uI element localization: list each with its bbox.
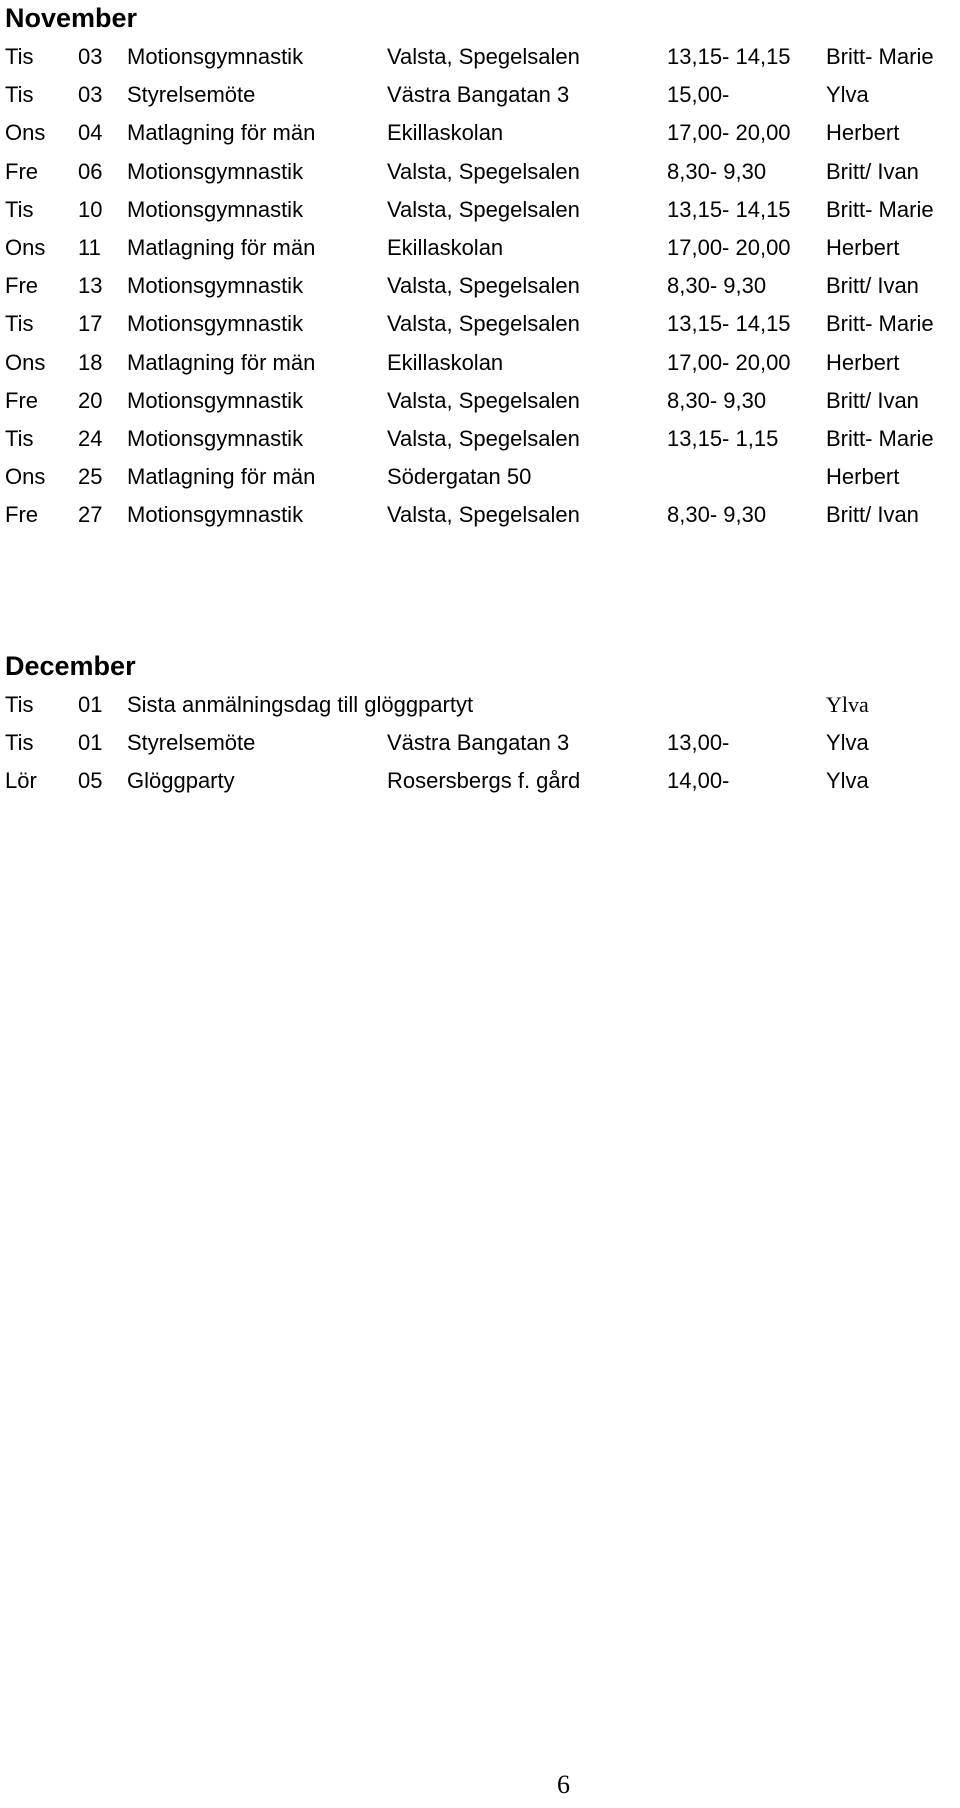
date-cell: 06 bbox=[78, 158, 103, 184]
day-cell: Tis bbox=[5, 425, 34, 451]
date-cell: 18 bbox=[78, 349, 103, 375]
schedule-row bbox=[0, 420, 960, 458]
time-cell: 8,30- 9,30 bbox=[667, 273, 767, 299]
event-cell: Motionsgymnastik bbox=[127, 387, 304, 413]
time-cell: 17,00- 20,00 bbox=[667, 349, 791, 375]
leader-cell: Britt- Marie bbox=[826, 196, 934, 222]
schedule-row bbox=[0, 153, 960, 191]
day-cell: Lör bbox=[5, 768, 37, 794]
leader-cell: Herbert bbox=[826, 349, 900, 375]
schedule-row bbox=[0, 191, 960, 229]
date-cell: 10 bbox=[78, 196, 103, 222]
place-cell: Västra Bangatan 3 bbox=[387, 730, 570, 756]
date-cell: 04 bbox=[78, 120, 103, 146]
leader-cell: Ylva bbox=[826, 730, 869, 756]
date-cell: 17 bbox=[78, 311, 103, 337]
time-cell: 14,00- bbox=[667, 768, 730, 794]
day-cell: Tis bbox=[5, 44, 34, 69]
place-cell: Valsta, Spegelsalen bbox=[387, 44, 580, 69]
time-cell: 13,15- 14,15 bbox=[667, 196, 791, 222]
time-cell: 13,15- 14,15 bbox=[667, 44, 791, 69]
day-cell: Fre bbox=[5, 387, 38, 413]
place-cell: Valsta, Spegelsalen bbox=[387, 425, 580, 451]
time-cell: 15,00- bbox=[667, 82, 730, 108]
event-cell: Motionsgymnastik bbox=[127, 44, 304, 69]
leader-cell: Herbert bbox=[826, 120, 900, 146]
leader-cell: Britt- Marie bbox=[826, 425, 934, 451]
time-cell: 13,15- 1,15 bbox=[667, 425, 779, 451]
leader-cell: Ylva bbox=[826, 82, 869, 108]
page-number: 6 bbox=[557, 1770, 570, 1799]
date-cell: 13 bbox=[78, 273, 103, 299]
schedule-row bbox=[0, 38, 960, 76]
event-cell: Sista anmälningsdag till glöggpartyt bbox=[127, 692, 474, 717]
leader-cell: Britt/ Ivan bbox=[826, 502, 919, 528]
day-cell: Tis bbox=[5, 196, 34, 222]
leader-cell: Ylva bbox=[826, 768, 869, 794]
place-cell: Valsta, Spegelsalen bbox=[387, 387, 580, 413]
schedule-row bbox=[0, 382, 960, 420]
day-cell: Fre bbox=[5, 502, 38, 528]
leader-cell: Herbert bbox=[826, 464, 900, 490]
leader-cell: Ylva bbox=[826, 692, 869, 717]
date-cell: 27 bbox=[78, 502, 103, 528]
schedule-row bbox=[0, 686, 960, 724]
november-schedule bbox=[0, 38, 960, 534]
day-cell: Tis bbox=[5, 692, 34, 717]
event-cell: Matlagning för män bbox=[127, 349, 316, 375]
schedule-row bbox=[0, 267, 960, 305]
day-cell: Ons bbox=[5, 464, 46, 490]
event-cell: Matlagning för män bbox=[127, 120, 316, 146]
place-cell: Valsta, Spegelsalen bbox=[387, 502, 580, 528]
day-cell: Ons bbox=[5, 120, 46, 146]
time-cell: 8,30- 9,30 bbox=[667, 158, 767, 184]
date-cell: 01 bbox=[78, 692, 103, 717]
day-cell: Fre bbox=[5, 158, 38, 184]
leader-cell: Britt/ Ivan bbox=[826, 158, 919, 184]
place-cell: Ekillaskolan bbox=[387, 120, 504, 146]
place-cell: Valsta, Spegelsalen bbox=[387, 311, 580, 337]
time-cell: 17,00- 20,00 bbox=[667, 234, 791, 260]
event-cell: Motionsgymnastik bbox=[127, 425, 304, 451]
place-cell: Södergatan 50 bbox=[387, 464, 532, 490]
date-cell: 24 bbox=[78, 425, 103, 451]
leader-cell: Britt/ Ivan bbox=[826, 387, 919, 413]
place-cell: Ekillaskolan bbox=[387, 349, 504, 375]
event-cell: Matlagning för män bbox=[127, 464, 316, 490]
schedule-row bbox=[0, 458, 960, 496]
day-cell: Ons bbox=[5, 234, 46, 260]
day-cell: Ons bbox=[5, 349, 46, 375]
leader-cell: Britt- Marie bbox=[826, 44, 934, 69]
place-cell: Västra Bangatan 3 bbox=[387, 82, 570, 108]
december-schedule bbox=[0, 686, 960, 801]
time-cell: 13,00- bbox=[667, 730, 730, 756]
day-cell: Tis bbox=[5, 311, 34, 337]
place-cell: Valsta, Spegelsalen bbox=[387, 196, 580, 222]
event-cell: Glöggparty bbox=[127, 768, 235, 794]
event-cell: Motionsgymnastik bbox=[127, 158, 304, 184]
schedule-row bbox=[0, 305, 960, 343]
leader-cell: Herbert bbox=[826, 234, 900, 260]
month-heading: November bbox=[5, 3, 138, 33]
schedule-row bbox=[0, 762, 960, 800]
time-cell: 17,00- 20,00 bbox=[667, 120, 791, 146]
date-cell: 20 bbox=[78, 387, 103, 413]
schedule-row bbox=[0, 496, 960, 534]
date-cell: 03 bbox=[78, 82, 103, 108]
leader-cell: Britt- Marie bbox=[826, 311, 934, 337]
time-cell: 13,15- 14,15 bbox=[667, 311, 791, 337]
place-cell: Valsta, Spegelsalen bbox=[387, 273, 580, 299]
event-cell: Matlagning för män bbox=[127, 234, 316, 260]
event-cell: Styrelsemöte bbox=[127, 730, 256, 756]
schedule-row bbox=[0, 724, 960, 762]
date-cell: 01 bbox=[78, 730, 103, 756]
date-cell: 03 bbox=[78, 44, 103, 69]
leader-cell: Britt/ Ivan bbox=[826, 273, 919, 299]
day-cell: Tis bbox=[5, 82, 34, 108]
month-heading: December bbox=[5, 651, 136, 681]
schedule-row bbox=[0, 344, 960, 382]
date-cell: 05 bbox=[78, 768, 103, 794]
event-cell: Styrelsemöte bbox=[127, 82, 256, 108]
event-cell: Motionsgymnastik bbox=[127, 502, 304, 528]
event-cell: Motionsgymnastik bbox=[127, 311, 304, 337]
place-cell: Ekillaskolan bbox=[387, 234, 504, 260]
schedule-row bbox=[0, 76, 960, 114]
event-cell: Motionsgymnastik bbox=[127, 273, 304, 299]
schedule-row bbox=[0, 114, 960, 152]
event-cell: Motionsgymnastik bbox=[127, 196, 304, 222]
day-cell: Tis bbox=[5, 730, 34, 756]
date-cell: 25 bbox=[78, 464, 103, 490]
day-cell: Fre bbox=[5, 273, 38, 299]
time-cell: 8,30- 9,30 bbox=[667, 387, 767, 413]
place-cell: Valsta, Spegelsalen bbox=[387, 158, 580, 184]
place-cell: Rosersbergs f. gård bbox=[387, 768, 581, 794]
date-cell: 11 bbox=[78, 234, 101, 260]
schedule-row bbox=[0, 229, 960, 267]
time-cell: 8,30- 9,30 bbox=[667, 502, 767, 528]
